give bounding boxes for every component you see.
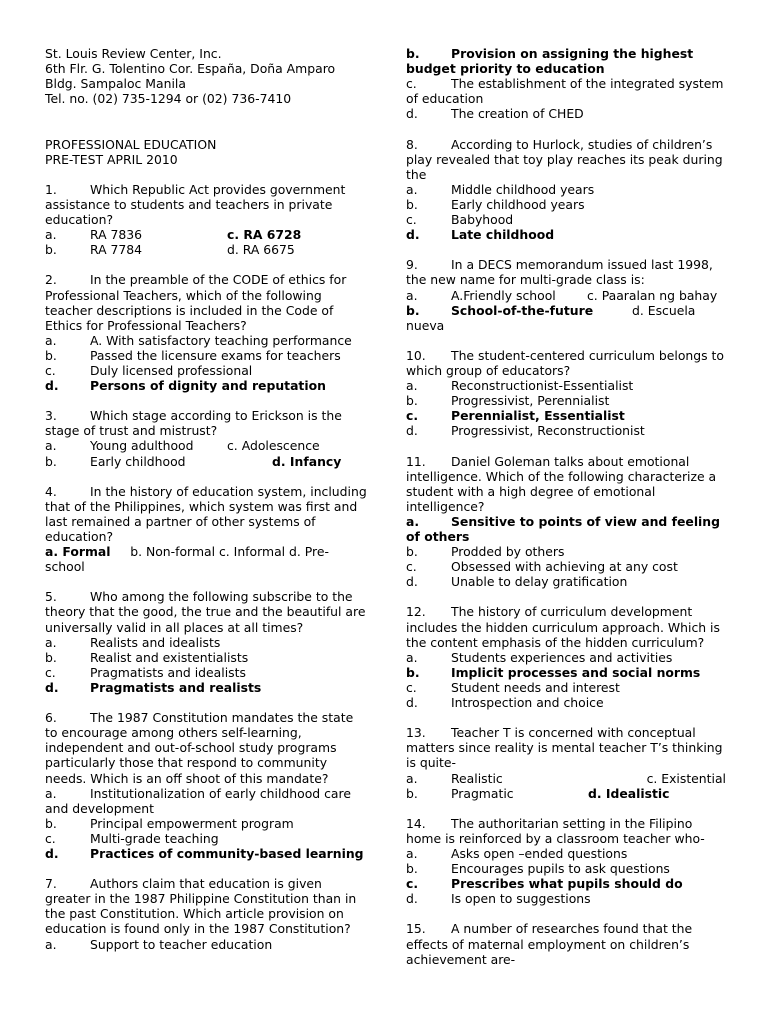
option-letter: d.	[406, 695, 418, 711]
option-letter: b.	[406, 196, 418, 212]
option-text: Progressivist, Reconstructionist	[451, 423, 645, 439]
option-letter: b.	[45, 347, 57, 363]
answer-option: Perennialist, Essentialist	[451, 408, 625, 424]
option-text: The establishment of the integrated system of education	[406, 76, 724, 107]
option-letter: a.	[45, 936, 57, 952]
option-text: c. Paaralan ng bahay	[587, 287, 718, 303]
question-text: In the history of education system, including that of the Philippines, which system was first and last remained a partner of other systems of education?	[45, 483, 367, 544]
option-text: Students experiences and activities	[451, 649, 673, 665]
option-letter: b.	[45, 815, 57, 831]
option-text: RA 7784	[90, 242, 143, 258]
option-text: b. Non-formal c. Informal d. Pre-school	[45, 544, 329, 575]
question-7	[45, 876, 367, 951]
option-text: A. With satisfactory teaching performance	[90, 332, 352, 348]
question-text: In a DECS memorandum issued last 1998, the new name for multi-grade class is:	[406, 257, 713, 288]
option-letter: c.	[45, 664, 56, 680]
option-text: Encourages pupils to ask questions	[451, 861, 670, 877]
option-letter: d.	[406, 227, 420, 243]
question-text: Teacher T is concerned with conceptual matters since reality is mental teacher T’s thinking is quite-	[406, 725, 723, 771]
question-13	[406, 725, 726, 800]
option-text: Progressivist, Perennialist	[451, 393, 610, 409]
answer-option: Pragmatists and realists	[90, 679, 262, 695]
question-number: 14.	[406, 815, 426, 831]
answer-option: School-of-the-future	[451, 302, 594, 318]
option-letter: b.	[406, 664, 420, 680]
question-8	[406, 137, 726, 243]
option-text: Early childhood years	[451, 196, 585, 212]
answer-option: a. Formal	[45, 544, 111, 560]
option-letter: d.	[45, 845, 59, 861]
option-text: Middle childhood years	[451, 181, 595, 197]
question-text: The student-centered curriculum belongs to which group of educators?	[406, 347, 724, 378]
option-letter: a.	[406, 845, 418, 861]
exam-subtitle: PRE-TEST APRIL 2010	[45, 151, 178, 167]
question-number: 3.	[45, 408, 57, 424]
option-letter: c.	[45, 830, 56, 846]
option-text: Realists and idealists	[90, 634, 221, 650]
question-text: Daniel Goleman talks about emotional intelligence. Which of the following characterize a student with a high degree of emotional intelligence?	[406, 453, 717, 514]
option-text: Is open to suggestions	[451, 891, 591, 907]
question-number: 4.	[45, 483, 57, 499]
option-text: Prodded by others	[451, 544, 565, 560]
option-letter: c.	[406, 679, 417, 695]
option-text: RA 7836	[90, 227, 143, 243]
option-letter: a.	[45, 438, 57, 454]
option-text: Unable to delay gratification	[451, 574, 628, 590]
question-14	[406, 816, 726, 907]
answer-option: c. RA 6728	[227, 227, 302, 243]
option-letter: c.	[45, 362, 56, 378]
option-letter: d.	[406, 106, 418, 122]
option-letter: a.	[45, 332, 57, 348]
option-letter: a.	[406, 649, 418, 665]
option-letter: d.	[45, 679, 59, 695]
answer-option: d. Infancy	[272, 453, 342, 469]
question-text: The history of curriculum development includes the hidden curriculum approach. Which is the content emphasis of the hidden curriculum?	[406, 604, 720, 650]
option-letter: b.	[45, 453, 57, 469]
option-letter: a.	[406, 287, 418, 303]
option-text: Passed the licensure exams for teachers	[90, 347, 341, 363]
question-1	[45, 182, 367, 257]
question-number: 12.	[406, 604, 426, 620]
question-number: 13.	[406, 725, 426, 741]
answer-option: Persons of dignity and reputation	[90, 378, 326, 394]
question-3	[45, 408, 367, 468]
option-letter: b.	[406, 393, 418, 409]
option-text: Duly licensed professional	[90, 362, 253, 378]
option-letter: c.	[406, 76, 417, 92]
question-6	[45, 710, 367, 861]
question-text: The authoritarian setting in the Filipino home is reinforced by a classroom teacher who-	[406, 815, 705, 846]
option-letter: a.	[45, 634, 57, 650]
option-letter: d.	[406, 423, 418, 439]
option-letter: b.	[406, 861, 418, 877]
option-text: Student needs and interest	[451, 679, 620, 695]
exam-title: PROFESSIONAL EDUCATION	[45, 136, 217, 152]
option-text: Realist and existentialists	[90, 649, 249, 665]
option-letter: d.	[406, 891, 418, 907]
question-7-continued	[406, 46, 726, 121]
option-text: Asks open –ended questions	[451, 845, 628, 861]
option-text: c. Adolescence	[227, 438, 320, 454]
option-letter: b.	[406, 302, 420, 318]
answer-option: Sensitive to points of view and feeling of others	[406, 513, 721, 544]
header-line: St. Louis Review Center, Inc.	[45, 46, 222, 61]
option-letter: d.	[45, 378, 59, 394]
option-letter: d.	[406, 574, 418, 590]
option-text: d. RA 6675	[227, 242, 295, 258]
header-block	[45, 46, 367, 106]
question-number: 8.	[406, 136, 418, 152]
question-text: According to Hurlock, studies of children’s play revealed that toy play reaches its peak during the	[406, 136, 723, 182]
option-text: Principal empowerment program	[90, 815, 294, 831]
option-text: Multi-grade teaching	[90, 830, 219, 846]
option-text: Support to teacher education	[90, 936, 273, 952]
option-letter: a.	[45, 227, 57, 243]
question-10	[406, 348, 726, 439]
answer-option: Prescribes what pupils should do	[451, 876, 683, 892]
answer-option: Implicit processes and social norms	[451, 664, 701, 680]
answer-option: Practices of community-based learning	[90, 845, 364, 861]
option-letter: c.	[406, 408, 419, 424]
option-letter: b.	[406, 785, 418, 801]
question-15	[406, 921, 726, 966]
question-text: Which stage according to Erickson is the stage of trust and mistrust?	[45, 408, 342, 439]
question-number: 9.	[406, 257, 418, 273]
option-text: Pragmatists and idealists	[90, 664, 246, 680]
option-letter: c.	[406, 212, 417, 228]
right-column	[406, 46, 726, 967]
option-text: c. Existential	[646, 770, 726, 786]
question-5	[45, 589, 367, 695]
option-text: Early childhood	[90, 453, 186, 469]
left-column	[45, 46, 367, 952]
option-letter: a.	[45, 785, 57, 801]
option-text: Pragmatic	[451, 785, 514, 801]
option-letter: c.	[406, 876, 419, 892]
question-text: The 1987 Constitution mandates the state to encourage among others self-learning, independent and out-of-school study programs particularly those that respond to community needs. Which is an off shoot of this mandate?	[45, 710, 354, 786]
question-11	[406, 454, 726, 590]
question-text: Authors claim that education is given greater in the 1987 Philippine Constitution than in the past Constitution. Which article provision on education is found only in the 1987 Constitution?	[45, 876, 357, 937]
option-letter: b.	[406, 46, 420, 61]
question-text: In the preamble of the CODE of ethics for Professional Teachers, which of the following teacher descriptions is included in the Code of Ethics for Professional Teachers?	[45, 272, 347, 333]
option-letter: b.	[45, 649, 57, 665]
question-4	[45, 484, 367, 575]
question-number: 7.	[45, 876, 57, 892]
option-letter: b.	[45, 242, 57, 258]
option-text: The creation of CHED	[451, 106, 584, 122]
option-text: Babyhood	[451, 212, 514, 228]
question-text: Which Republic Act provides government assistance to students and teachers in private education?	[45, 181, 346, 228]
option-letter: a.	[406, 513, 420, 529]
option-text: Institutionalization of early childhood care and development	[45, 785, 351, 816]
option-letter: c.	[406, 559, 417, 575]
option-text: Reconstructionist-Essentialist	[451, 378, 634, 394]
question-text: A number of researches found that the effects of maternal employment on children’s achievement are-	[406, 921, 693, 967]
option-text: Realistic	[451, 770, 503, 786]
question-9	[406, 257, 726, 332]
question-number: 2.	[45, 272, 57, 288]
answer-option: Provision on assigning the highest budget priority to education	[406, 46, 694, 77]
answer-option: Late childhood	[451, 227, 555, 243]
option-letter: a.	[406, 181, 418, 197]
option-text: Young adulthood	[90, 438, 194, 454]
question-2	[45, 272, 367, 393]
question-number: 11.	[406, 453, 426, 469]
header-line: 6th Flr. G. Tolentino Cor. España, Doña Amparo	[45, 61, 336, 77]
header-line: Bldg. Sampaloc Manila	[45, 76, 186, 92]
option-text: A.Friendly school	[451, 287, 556, 303]
header-line: Tel. no. (02) 735-1294 or (02) 736-7410	[45, 91, 292, 107]
answer-option: d. Idealistic	[588, 785, 670, 801]
question-number: 15.	[406, 921, 426, 937]
question-number: 6.	[45, 710, 57, 726]
question-number: 1.	[45, 181, 57, 197]
option-text: d. Escuela nueva	[406, 302, 696, 333]
option-letter: b.	[406, 544, 418, 560]
option-letter: a.	[406, 378, 418, 394]
question-12	[406, 604, 726, 710]
option-text: Introspection and choice	[451, 695, 604, 711]
option-text: Obsessed with achieving at any cost	[451, 559, 678, 575]
question-text: Who among the following subscribe to the theory that the good, the true and the beautiful are universally valid in all places at all times?	[45, 589, 366, 635]
question-number: 10.	[406, 347, 426, 363]
question-number: 5.	[45, 589, 57, 605]
option-letter: a.	[406, 770, 418, 786]
